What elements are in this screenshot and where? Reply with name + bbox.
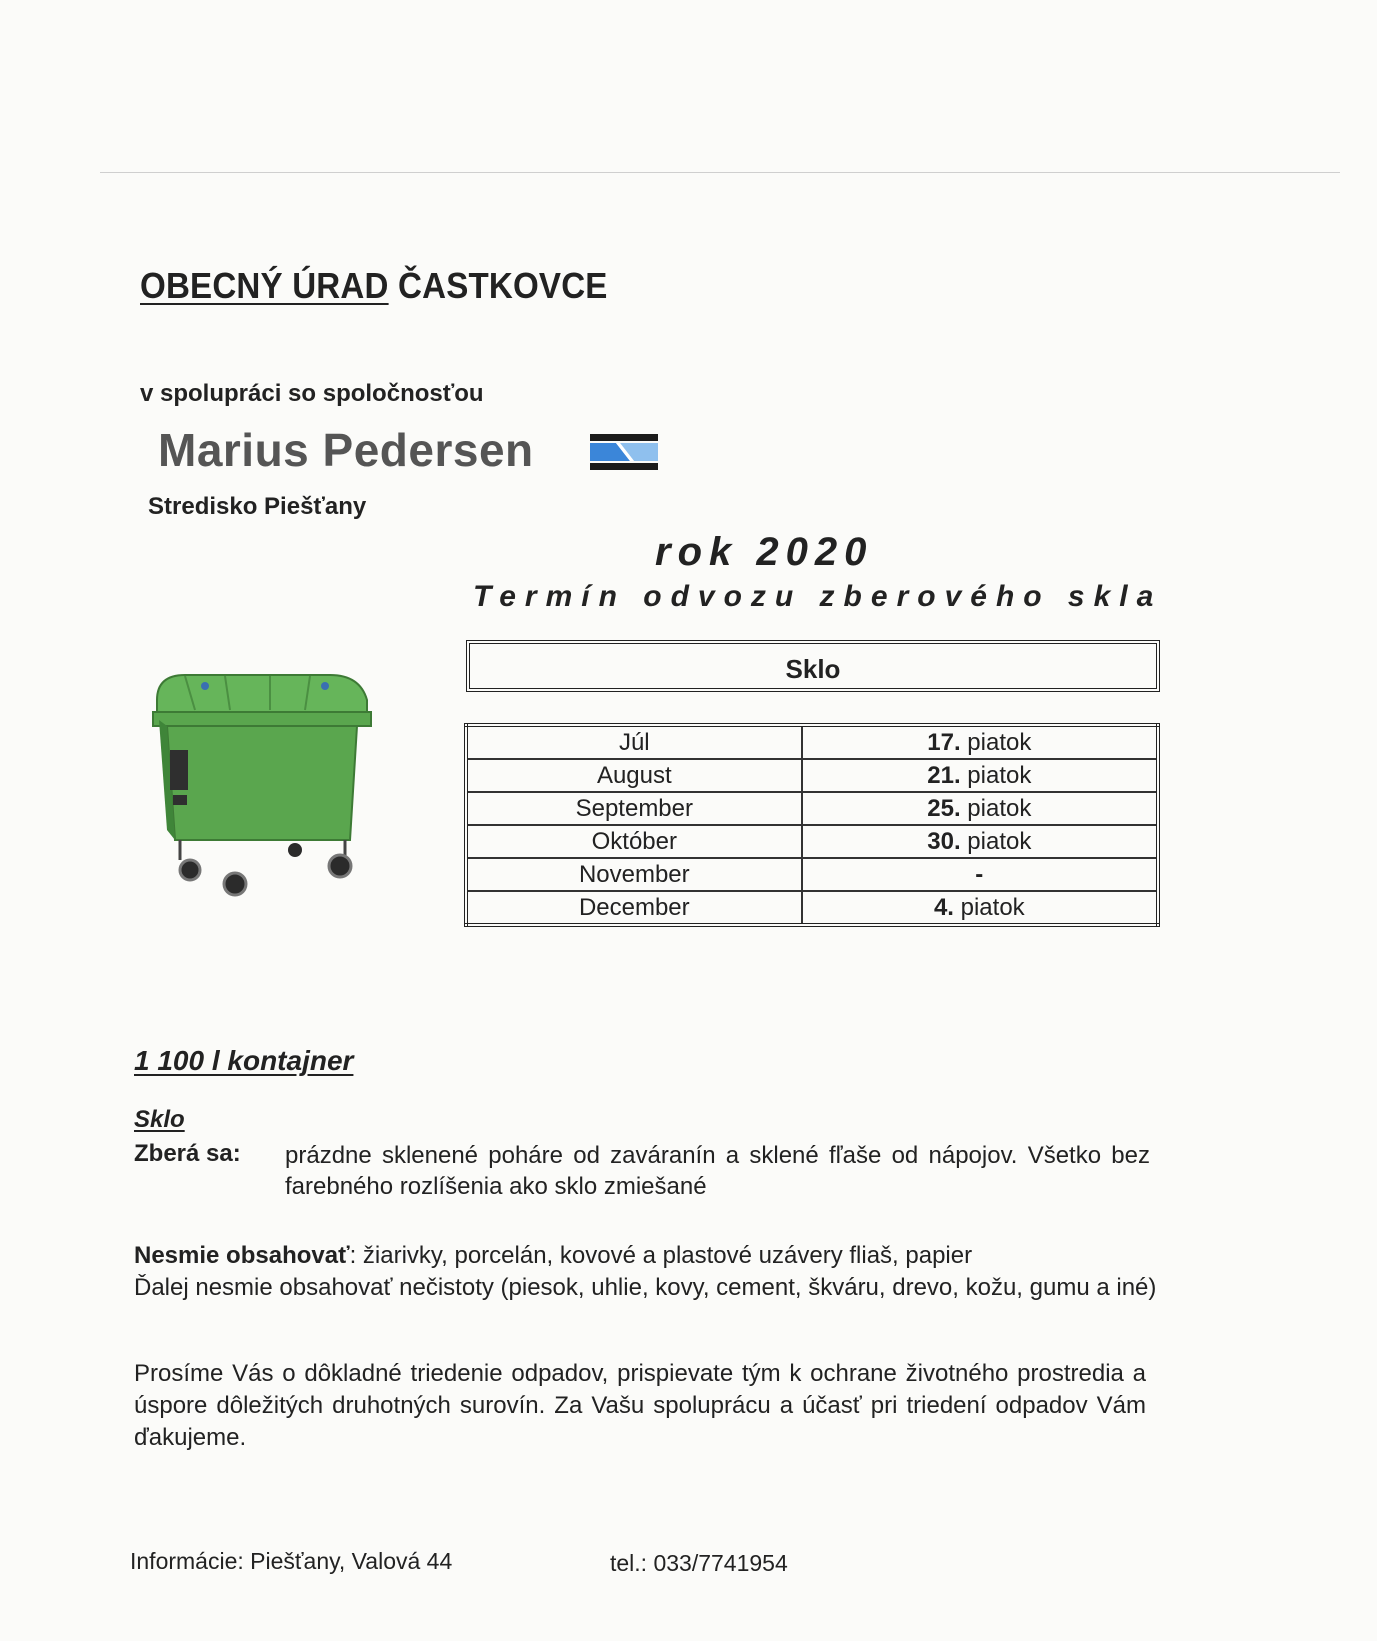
day-number: 21. [927, 762, 961, 789]
month-cell: September [466, 792, 802, 825]
date-cell [802, 858, 1158, 891]
container-label: 1 100 l kontajner [134, 1045, 354, 1076]
table-row [466, 792, 1158, 825]
date-cell [802, 825, 1158, 858]
schedule-year: rok 2020 [655, 530, 874, 574]
category-label: Sklo [134, 1106, 185, 1133]
info-address: Informácie: Piešťany, Valová 44 [130, 1548, 453, 1574]
schedule-table [464, 723, 1160, 927]
title-village: ČASTKOVCE [388, 265, 608, 306]
weekday: piatok [960, 795, 1032, 822]
day-number: 4. [933, 894, 954, 921]
table-row [466, 891, 1158, 925]
weekday: piatok [960, 762, 1032, 789]
weekday: piatok [960, 729, 1032, 756]
table-row [466, 759, 1158, 792]
month-cell: Júl [466, 725, 802, 759]
marius-pedersen-logo-icon [590, 434, 658, 470]
appeal-text: Prosíme Vás o dôkladné triedenie odpadov, prispievate tým k ochrane životného prostredia a úspore dôležitých druhotných surovín. Za Vašu spoluprácu a účasť pri triedení odpadov Vám ďakujeme. [134, 1360, 1146, 1451]
day-number: - [975, 861, 984, 888]
table-row [466, 825, 1158, 858]
branch-name: Stredisko Piešťany [148, 493, 367, 520]
month-cell: December [466, 891, 802, 925]
weekday: piatok [953, 894, 1025, 921]
forbidden-text: : žiarivky, porcelán, kovové a plastové uzávery fliaš, papier [349, 1242, 973, 1269]
date-cell [802, 725, 1158, 759]
material-header: Sklo [785, 654, 841, 684]
material-header-box [466, 640, 1160, 692]
schedule-subtitle: Termín odvozu zberového skla [473, 580, 1163, 613]
collected-label: Zberá sa: [134, 1140, 241, 1167]
cooperation-text: v spolupráci so spoločnosťou [140, 380, 484, 407]
day-number: 17. [927, 729, 961, 756]
month-cell: Október [466, 825, 802, 858]
forbidden-label: Nesmie obsahovať [134, 1242, 350, 1269]
month-cell: August [466, 759, 802, 792]
weekday: piatok [960, 828, 1032, 855]
month-cell: November [466, 858, 802, 891]
table-row [466, 858, 1158, 891]
table-row [466, 725, 1158, 759]
date-cell [802, 891, 1158, 925]
forbidden-more: Ďalej nesmie obsahovať nečistoty (piesok, uhlie, kovy, cement, škváru, drevo, kožu, gumu a iné) [134, 1274, 1157, 1301]
collected-text: prázdne sklenené poháre od zaváranín a sklené fľaše od nápojov. Všetko bez farebného rozlíšenia ako sklo zmiešané [285, 1142, 1150, 1200]
date-cell [802, 792, 1158, 825]
forbidden-section [134, 1240, 1164, 1304]
day-number: 30. [927, 828, 961, 855]
phone-number: tel.: 033/7741954 [610, 1550, 788, 1576]
green-container-icon [145, 670, 375, 900]
date-cell [802, 759, 1158, 792]
day-number: 25. [927, 795, 961, 822]
top-rule [100, 172, 1340, 173]
title-office: OBECNÝ ÚRAD [140, 265, 389, 306]
page-title [140, 265, 608, 307]
company-name: Marius Pedersen [158, 424, 534, 476]
